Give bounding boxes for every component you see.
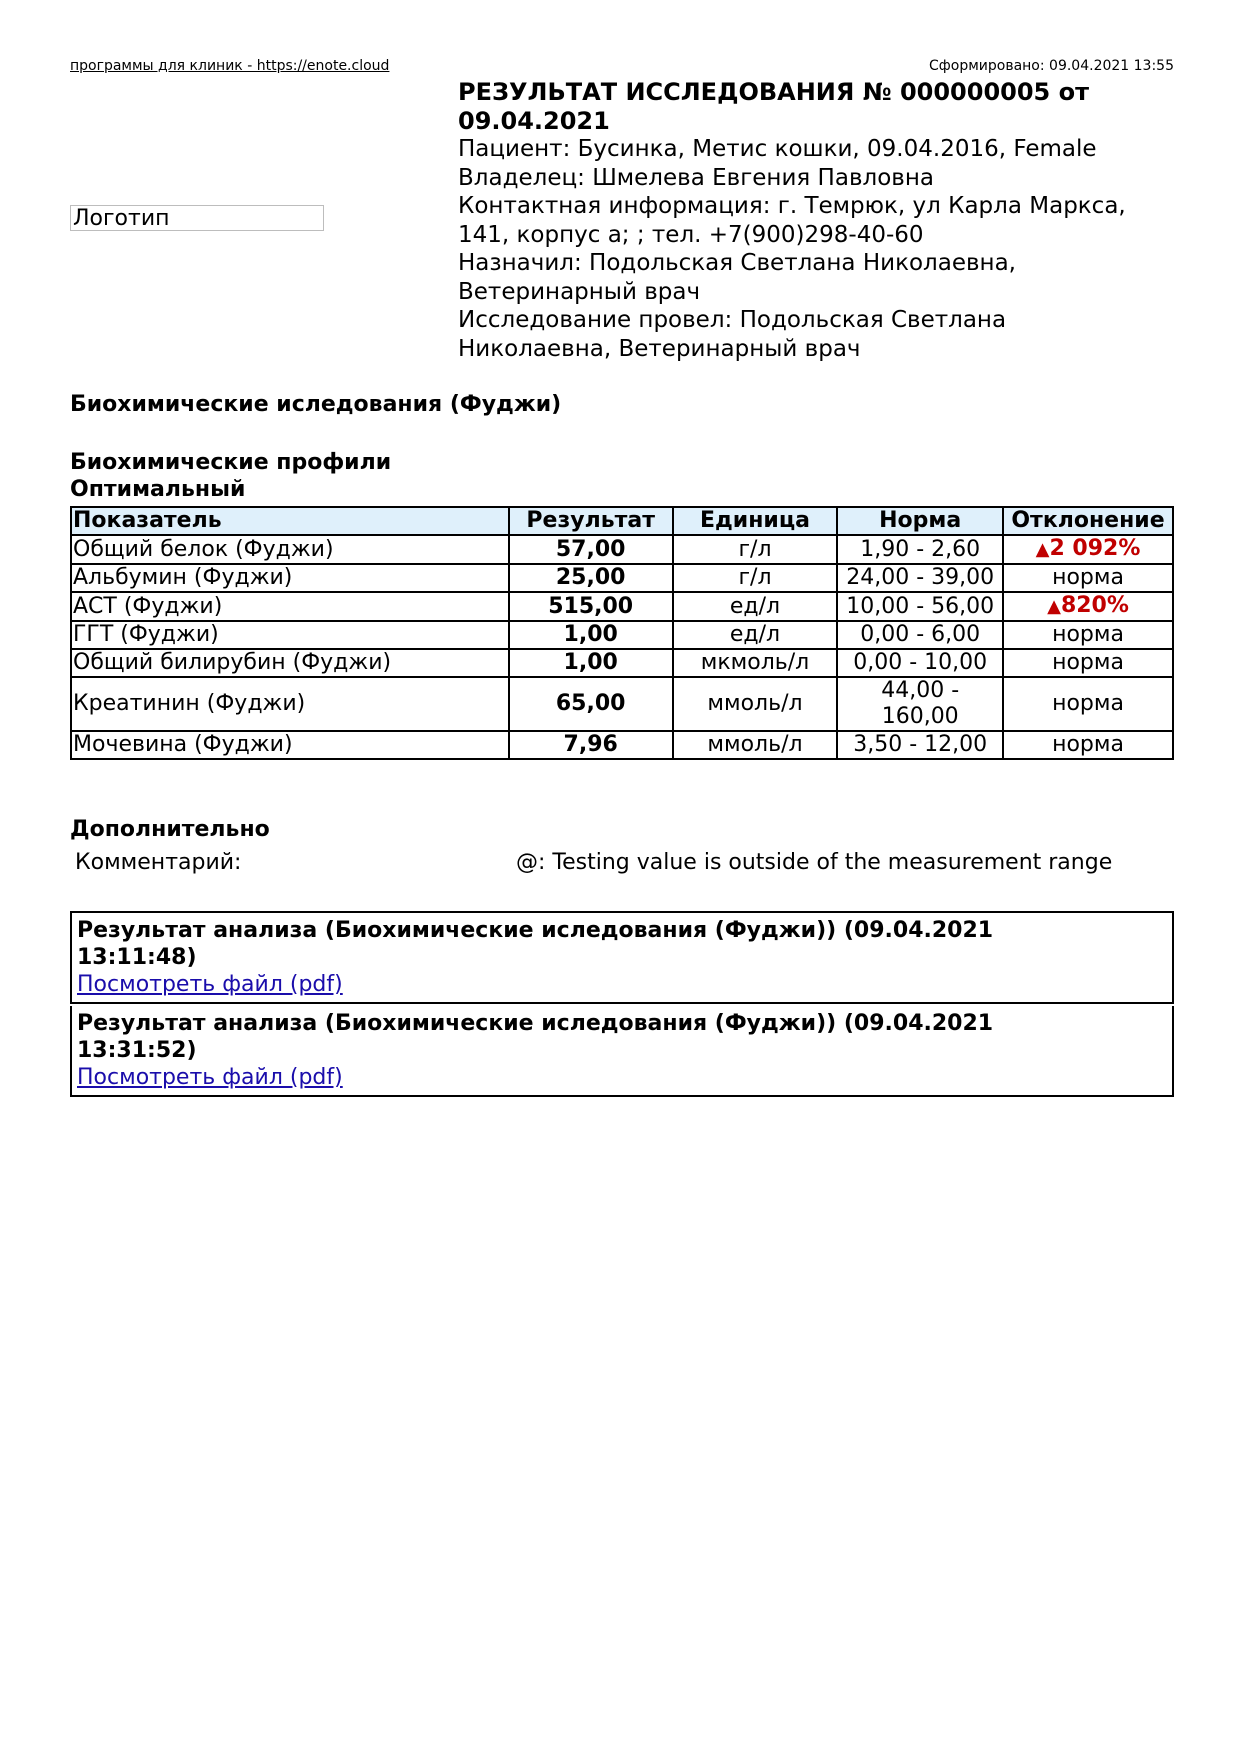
indicator-name: Креатинин (Фуджи) [71, 677, 509, 731]
attachment-title [77, 1010, 1168, 1064]
attachment-title-line1: Результат анализа (Биохимические иследования (Фуджи)) (09.04.2021 [77, 1011, 994, 1036]
norm-range: 0,00 - 6,00 [837, 621, 1003, 649]
col-header-deviation: Отклонение [1003, 507, 1173, 535]
col-header-result: Результат [509, 507, 673, 535]
indicator-name: Общий белок (Фуджи) [71, 535, 509, 564]
unit: г/л [673, 535, 838, 564]
table-row [71, 621, 1173, 649]
report-title-line2: 09.04.2021 [458, 106, 610, 135]
table-row [71, 592, 1173, 621]
contact-info-line1: Контактная информация: г. Темрюк, ул Карла Маркса, [458, 193, 1126, 219]
result-value: 7,96 [509, 731, 673, 759]
unit: мкмоль/л [673, 649, 838, 677]
logo-placeholder: Логотип [70, 205, 324, 231]
attachment-title-line2: 13:31:52) [77, 1038, 197, 1063]
profile-title: Биохимические профили [70, 450, 392, 475]
indicator-name: Мочевина (Фуджи) [71, 731, 509, 759]
assigned-by-line1: Назначил: Подольская Светлана Николаевна, [458, 250, 1016, 276]
deviation: норма [1003, 731, 1173, 759]
norm-range: 1,90 - 2,60 [837, 535, 1003, 564]
result-value: 65,00 [509, 677, 673, 731]
table-row [71, 677, 1173, 731]
patient-info: Пациент: Бусинка, Метис кошки, 09.04.2016, Female [458, 136, 1097, 162]
deviation-value: 2 092% [1049, 536, 1141, 561]
vendor-link[interactable]: программы для клиник - https://enote.cloud [70, 58, 390, 74]
attachment-title-line1: Результат анализа (Биохимические иследования (Фуджи)) (09.04.2021 [77, 918, 994, 943]
additional-title: Дополнительно [70, 817, 270, 842]
norm-range: 3,50 - 12,00 [837, 731, 1003, 759]
report-header [458, 78, 1178, 363]
unit: г/л [673, 564, 838, 592]
result-value: 57,00 [509, 535, 673, 564]
owner-info: Владелец: Шмелева Евгения Павловна [458, 164, 934, 191]
comment-value: @: Testing value is outside of the measurement range [516, 850, 1113, 875]
col-header-norm: Норма [837, 507, 1003, 535]
table-row [71, 731, 1173, 759]
result-value: 25,00 [509, 564, 673, 592]
norm-range: 24,00 - 39,00 [837, 564, 1003, 592]
table-row [71, 649, 1173, 677]
deviation: норма [1003, 621, 1173, 649]
norm-range: 0,00 - 10,00 [837, 649, 1003, 677]
assigned-by-line2: Ветеринарный врач [458, 278, 701, 305]
norm-range [837, 677, 1003, 731]
attachment-title-line2: 13:11:48) [77, 945, 197, 970]
performed-by-line1: Исследование провел: Подольская Светлана [458, 307, 1007, 333]
col-header-indicator: Показатель [71, 507, 509, 535]
unit: ммоль/л [673, 731, 838, 759]
attachment-block [70, 1006, 1174, 1097]
norm-range: 10,00 - 56,00 [837, 592, 1003, 621]
indicator-name: Общий билирубин (Фуджи) [71, 649, 509, 677]
result-value: 1,00 [509, 621, 673, 649]
deviation [1003, 535, 1173, 564]
indicator-name: ГГТ (Фуджи) [71, 621, 509, 649]
table-row [71, 535, 1173, 564]
unit: ед/л [673, 592, 838, 621]
table-row [71, 564, 1173, 592]
deviation-value: 820% [1060, 593, 1129, 618]
unit: ед/л [673, 621, 838, 649]
group-title: Биохимические иследования (Фуджи) [70, 392, 562, 417]
view-file-link[interactable]: Посмотреть файл (pdf) [77, 972, 343, 997]
view-file-link[interactable]: Посмотреть файл (pdf) [77, 1065, 343, 1090]
result-value: 1,00 [509, 649, 673, 677]
table-header-row [71, 507, 1173, 535]
profile-type: Оптимальный [70, 477, 246, 502]
comment-label: Комментарий: [75, 850, 242, 875]
report-title [458, 78, 1178, 135]
col-header-unit: Единица [673, 507, 838, 535]
indicator-name: Альбумин (Фуджи) [71, 564, 509, 592]
contact-info-line2: 141, корпус а; ; тел. +7(900)298-40-60 [458, 221, 924, 248]
deviation [1003, 592, 1173, 621]
performed-by-line2: Николаевна, Ветеринарный врач [458, 335, 861, 362]
unit: ммоль/л [673, 677, 838, 731]
results-table [70, 506, 1174, 760]
deviation: норма [1003, 649, 1173, 677]
triangle-up-icon: ▲ [1047, 596, 1061, 617]
attachment-title [77, 917, 1168, 971]
result-value: 515,00 [509, 592, 673, 621]
deviation: норма [1003, 564, 1173, 592]
norm-range-line2: 160,00 [881, 704, 959, 729]
norm-range-line1: 44,00 - [881, 678, 960, 703]
triangle-up-icon: ▲ [1035, 539, 1050, 560]
indicator-name: АСТ (Фуджи) [71, 592, 509, 621]
attachment-block [70, 911, 1174, 1004]
report-title-line1: РЕЗУЛЬТАТ ИССЛЕДОВАНИЯ № 000000005 от [458, 78, 1090, 106]
deviation: норма [1003, 677, 1173, 731]
generated-timestamp: Сформировано: 09.04.2021 13:55 [929, 58, 1174, 74]
